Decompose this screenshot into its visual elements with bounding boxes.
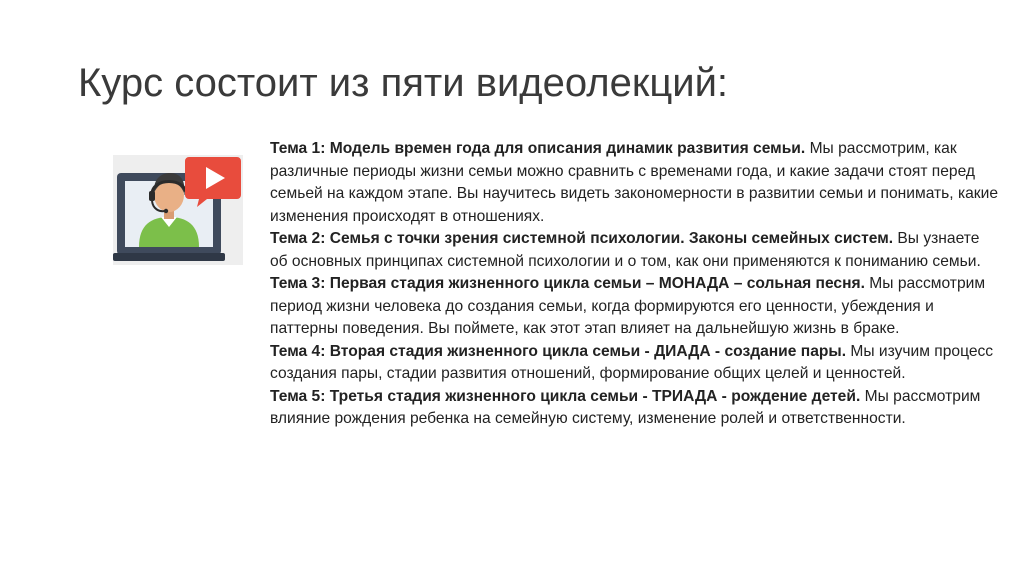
topic-2-heading: Тема 2: Семья с точки зрения системной психологии. Законы семейных систем.: [270, 230, 894, 247]
topic-1: [270, 138, 1000, 228]
topic-2: [270, 228, 1000, 273]
topic-5: [270, 386, 1000, 431]
topic-4: [270, 341, 1000, 386]
topic-4-heading: Тема 4: Вторая стадия жизненного цикла семьи - ДИАДА - создание пары.: [270, 342, 847, 360]
topic-5-heading: Тема 5: Третья стадия жизненного цикла семьи - ТРИАДА - рождение детей.: [270, 387, 861, 405]
topics-list: [270, 138, 1000, 431]
topic-3-description: Мы рассмотрим период жизни человека до создания семьи, когда формируются его ценности, убеждения и паттерны поведения. Вы поймете, как этот этап влияет на дальнейшую жизнь в браке.: [270, 275, 986, 337]
monitor-base: [113, 253, 225, 261]
topic-1-heading: Тема 1: Модель времен года для описания динамик развития семьи.: [270, 140, 806, 157]
topic-2-description: Вы узнаете об основных принципах системной психологии и о том, как они применяются к пониманию семьи.: [270, 230, 981, 270]
topic-5-description: Мы рассмотрим влияние рождения ребенка на семейную систему, изменение ролей и ответственности.: [270, 387, 981, 427]
slide-title: Курс состоит из пяти видеолекций:: [78, 61, 729, 105]
topic-3-heading: Тема 3: Первая стадия жизненного цикла семьи – МОНАДА – сольная песня.: [270, 275, 865, 292]
topic-3: [270, 273, 1000, 341]
video-lecture-icon: [113, 155, 243, 265]
topic-4-description: Мы изучим процесс создания пары, стадии развития отношений, формирование общих целей и ценностей.: [270, 342, 994, 382]
topic-1-description: Мы рассмотрим, как различные периоды жизни семьи можно сравнить с временами года, и какие задачи стоят перед семьей на каждом этапе. Вы научитесь видеть закономерности в развитии семьи и понимать, какие изменения происходят в отношениях.: [270, 140, 998, 225]
